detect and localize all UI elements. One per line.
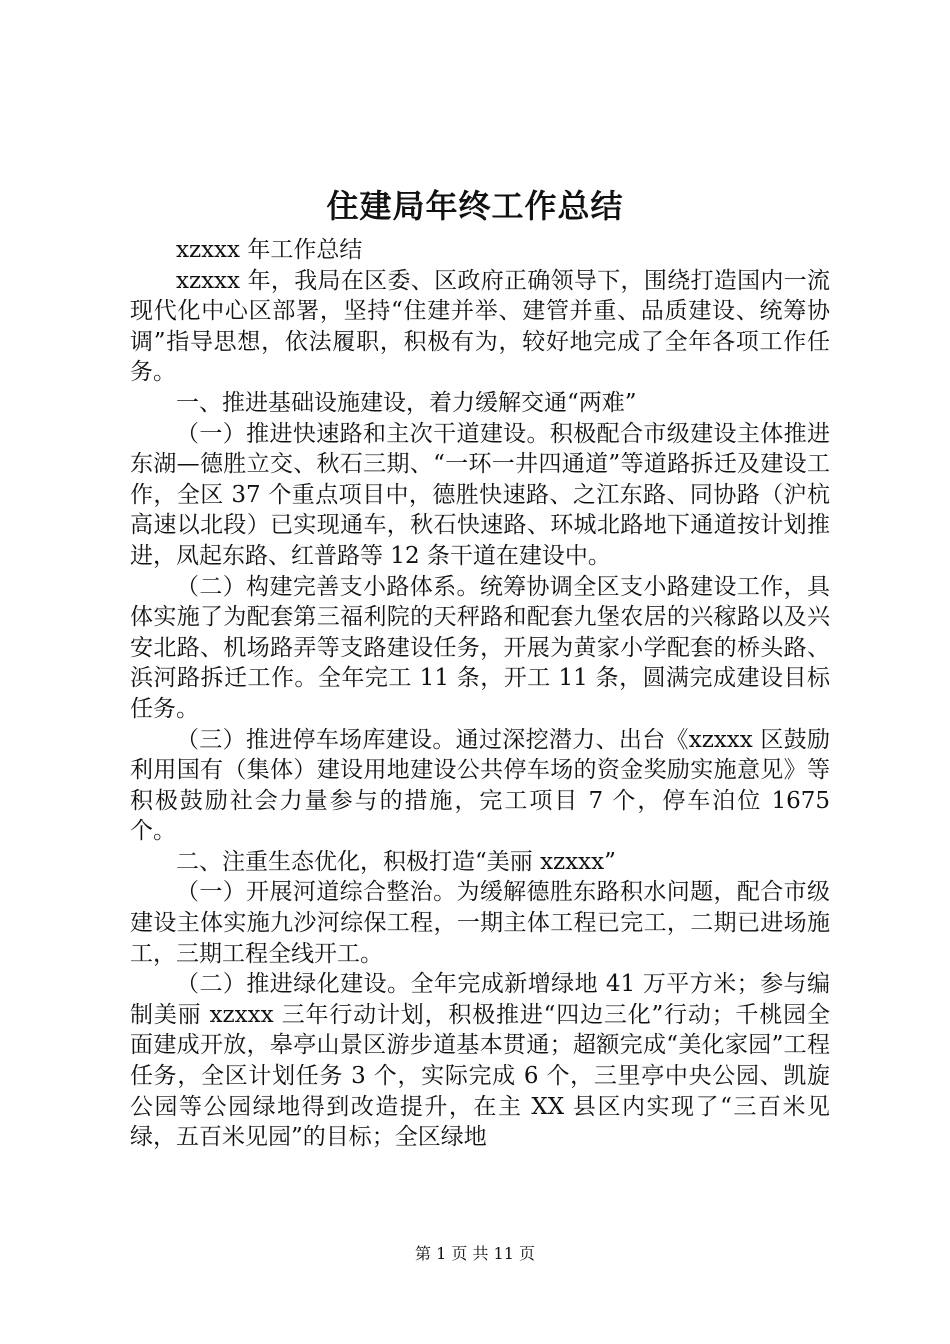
section-heading-2: 二、注重生态优化，积极打造“美丽 xzxxx” (176, 848, 616, 875)
body-paragraph: （一）开展河道综合整治。为缓解德胜东路积水问题，配合市级建设主体实施九沙河综保工程，一期主体工程已完工，二期已进场施工，三期工程全线开工。 (130, 879, 830, 967)
section-heading-1: 一、推进基础设施建设，着力缓解交通“两难” (176, 389, 637, 416)
body-paragraph: （二）推进绿化建设。全年完成新增绿地 41 万平方米；参与编制美丽 xzxxx 三年行动计划，积极推进“四边三化”行动；千桃园全面建成开放，皋亭山景区游步道基本贯通；超额完成“美化家园”工程任务，全区计划任务 3 个，实际完成 6 个，三里亭中央公园、凯旋公园等公园绿地得到改造提升，在主 XX 县区内实现了“三百米见绿，五百米见园”的目标；全区绿地 (130, 971, 830, 1151)
document-title: 住建局年终工作总结 (326, 187, 624, 225)
page-number-footer: 第 1 页 共 11 页 (415, 1244, 535, 1263)
body-paragraph: （一）推进快速路和主次干道建设。积极配合市级建设主体推进东湖—德胜立交、秋石三期、“一环一井四通道”等道路拆迁及建设工作，全区 37 个重点项目中，德胜快速路、之江东路、同协路（沪杭高速以北段）已实现通车，秋石快速路、环城北路地下通道按计划推进，凤起东路、红普路等 12 条干道在建设中。 (130, 420, 830, 569)
intro-paragraph: xzxxx 年，我局在区委、区政府正确领导下，围绕打造国内一流现代化中心区部署，坚持“住建并举、建管并重、品质建设、统筹协调”指导思想，依法履职，积极有为，较好地完成了全年各项工作任务。 (130, 267, 830, 386)
document-body (130, 235, 830, 1153)
body-paragraph: （三）推进停车场库建设。通过深挖潜力、出台《xzxxx 区鼓励利用国有（集体）建设用地建设公共停车场的资金奖励实施意见》等积极鼓励社会力量参与的措施，完工项目 7 个，停车泊位 1675 个。 (130, 726, 830, 845)
body-paragraph: （二）构建完善支小路体系。统筹协调全区支小路建设工作，具体实施了为配套第三福利院的天秤路和配套九堡农居的兴稼路以及兴安北路、机场路弄等支路建设任务，开展为黄家小学配套的桥头路、浜河路拆迁工作。全年完工 11 条，开工 11 条，圆满完成建设目标任务。 (130, 573, 830, 722)
subtitle-paragraph: xzxxx 年工作总结 (176, 237, 363, 263)
